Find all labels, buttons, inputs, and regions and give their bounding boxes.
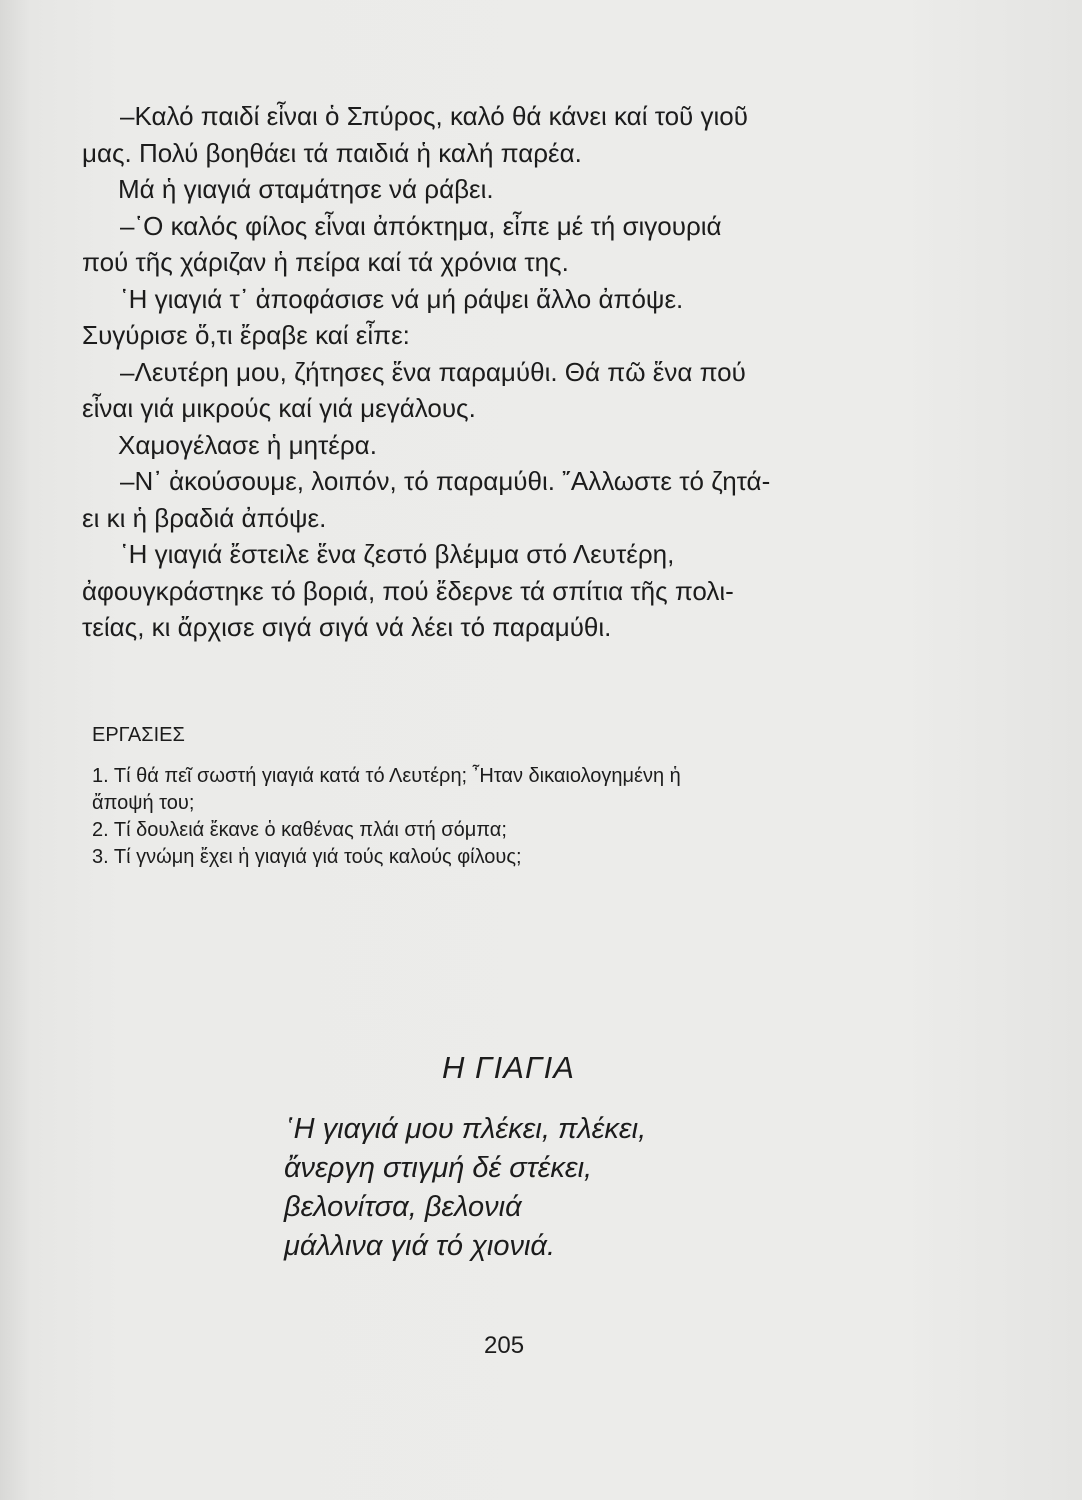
prose-line: Μά ἡ γιαγιά σταμάτησε νά ράβει. [118, 174, 494, 204]
prose-line: Συγύρισε ὅ,τι ἔραβε καί εἶπε: [82, 320, 410, 350]
poem-line: βελονίτσα, βελονιά [284, 1191, 522, 1223]
prose-line: –῾Ο καλός φίλος εἶναι ἀπόκτημα, εἶπε μέ τή σιγουριά [120, 210, 722, 241]
prose-line: εἶναι γιά μικρούς καί γιά μεγάλους. [82, 393, 476, 423]
prose-line: –Λευτέρη μου, ζήτησες ἕνα παραμύθι. Θά πῶ ἕνα πού [120, 356, 746, 387]
prose-line: τείας, κι ἄρχισε σιγά σιγά νά λέει τό παραμύθι. [82, 612, 612, 642]
poem-line: ἄνεργη στιγμή δέ στέκει, [284, 1152, 593, 1184]
poem-line: μάλλινα γιά τό χιονιά. [284, 1230, 556, 1262]
exercises-title: ΕΡΓΑΣΙΕΣ [92, 724, 185, 746]
page-number: 205 [484, 1332, 525, 1359]
prose-text [82, 98, 882, 646]
exercise-item: 2. Τί δουλειά ἔκανε ὁ καθένας πλάι στή σόμπα; [92, 819, 507, 841]
poem [284, 1110, 646, 1266]
poem-line: ῾Η γιαγιά μου πλέκει, πλέκει, [284, 1113, 647, 1145]
prose-line: ῾Η γιαγιά ἔστειλε ἕνα ζεστό βλέμμα στό Λευτέρη, [120, 539, 675, 569]
poem-title: Η ΓΙΑΓΙΑ [442, 1050, 575, 1085]
exercise-item: 1. Τί θά πεῖ σωστή γιαγιά κατά τό Λευτέρη; ῏Ηταν δικαιολογημένη ἡ [92, 765, 681, 787]
exercises-list [92, 763, 892, 871]
exercise-item: ἄποψή του; [92, 792, 195, 814]
prose-line: μας. Πολύ βοηθάει τά παιδιά ἡ καλή παρέα. [82, 137, 582, 168]
prose-line: πού τῆς χάριζαν ἡ πείρα καί τά χρόνια της. [82, 247, 569, 277]
prose-line: ει κι ἡ βραδιά ἀπόψε. [82, 502, 327, 533]
exercise-item: 3. Τί γνώμη ἔχει ἡ γιαγιά γιά τούς καλούς φίλους; [92, 846, 522, 868]
prose-line: –Ν᾽ ἀκούσουμε, λοιπόν, τό παραμύθι. ῎Αλλωστε τό ζητά- [120, 466, 771, 496]
prose-line: ἀφουγκράστηκε τό βοριά, πού ἔδερνε τά σπίτια τῆς πολι- [82, 575, 734, 606]
prose-line: ῾Η γιαγιά τ᾽ ἀποφάσισε νά μή ράψει ἄλλο ἀπόψε. [120, 283, 684, 314]
prose-line: Χαμογέλασε ἡ μητέρα. [118, 429, 377, 460]
exercises-section [92, 722, 892, 871]
prose-line: –Καλό παιδί εἶναι ὁ Σπύρος, καλό θά κάνει καί τοῦ γιοῦ [120, 101, 748, 131]
